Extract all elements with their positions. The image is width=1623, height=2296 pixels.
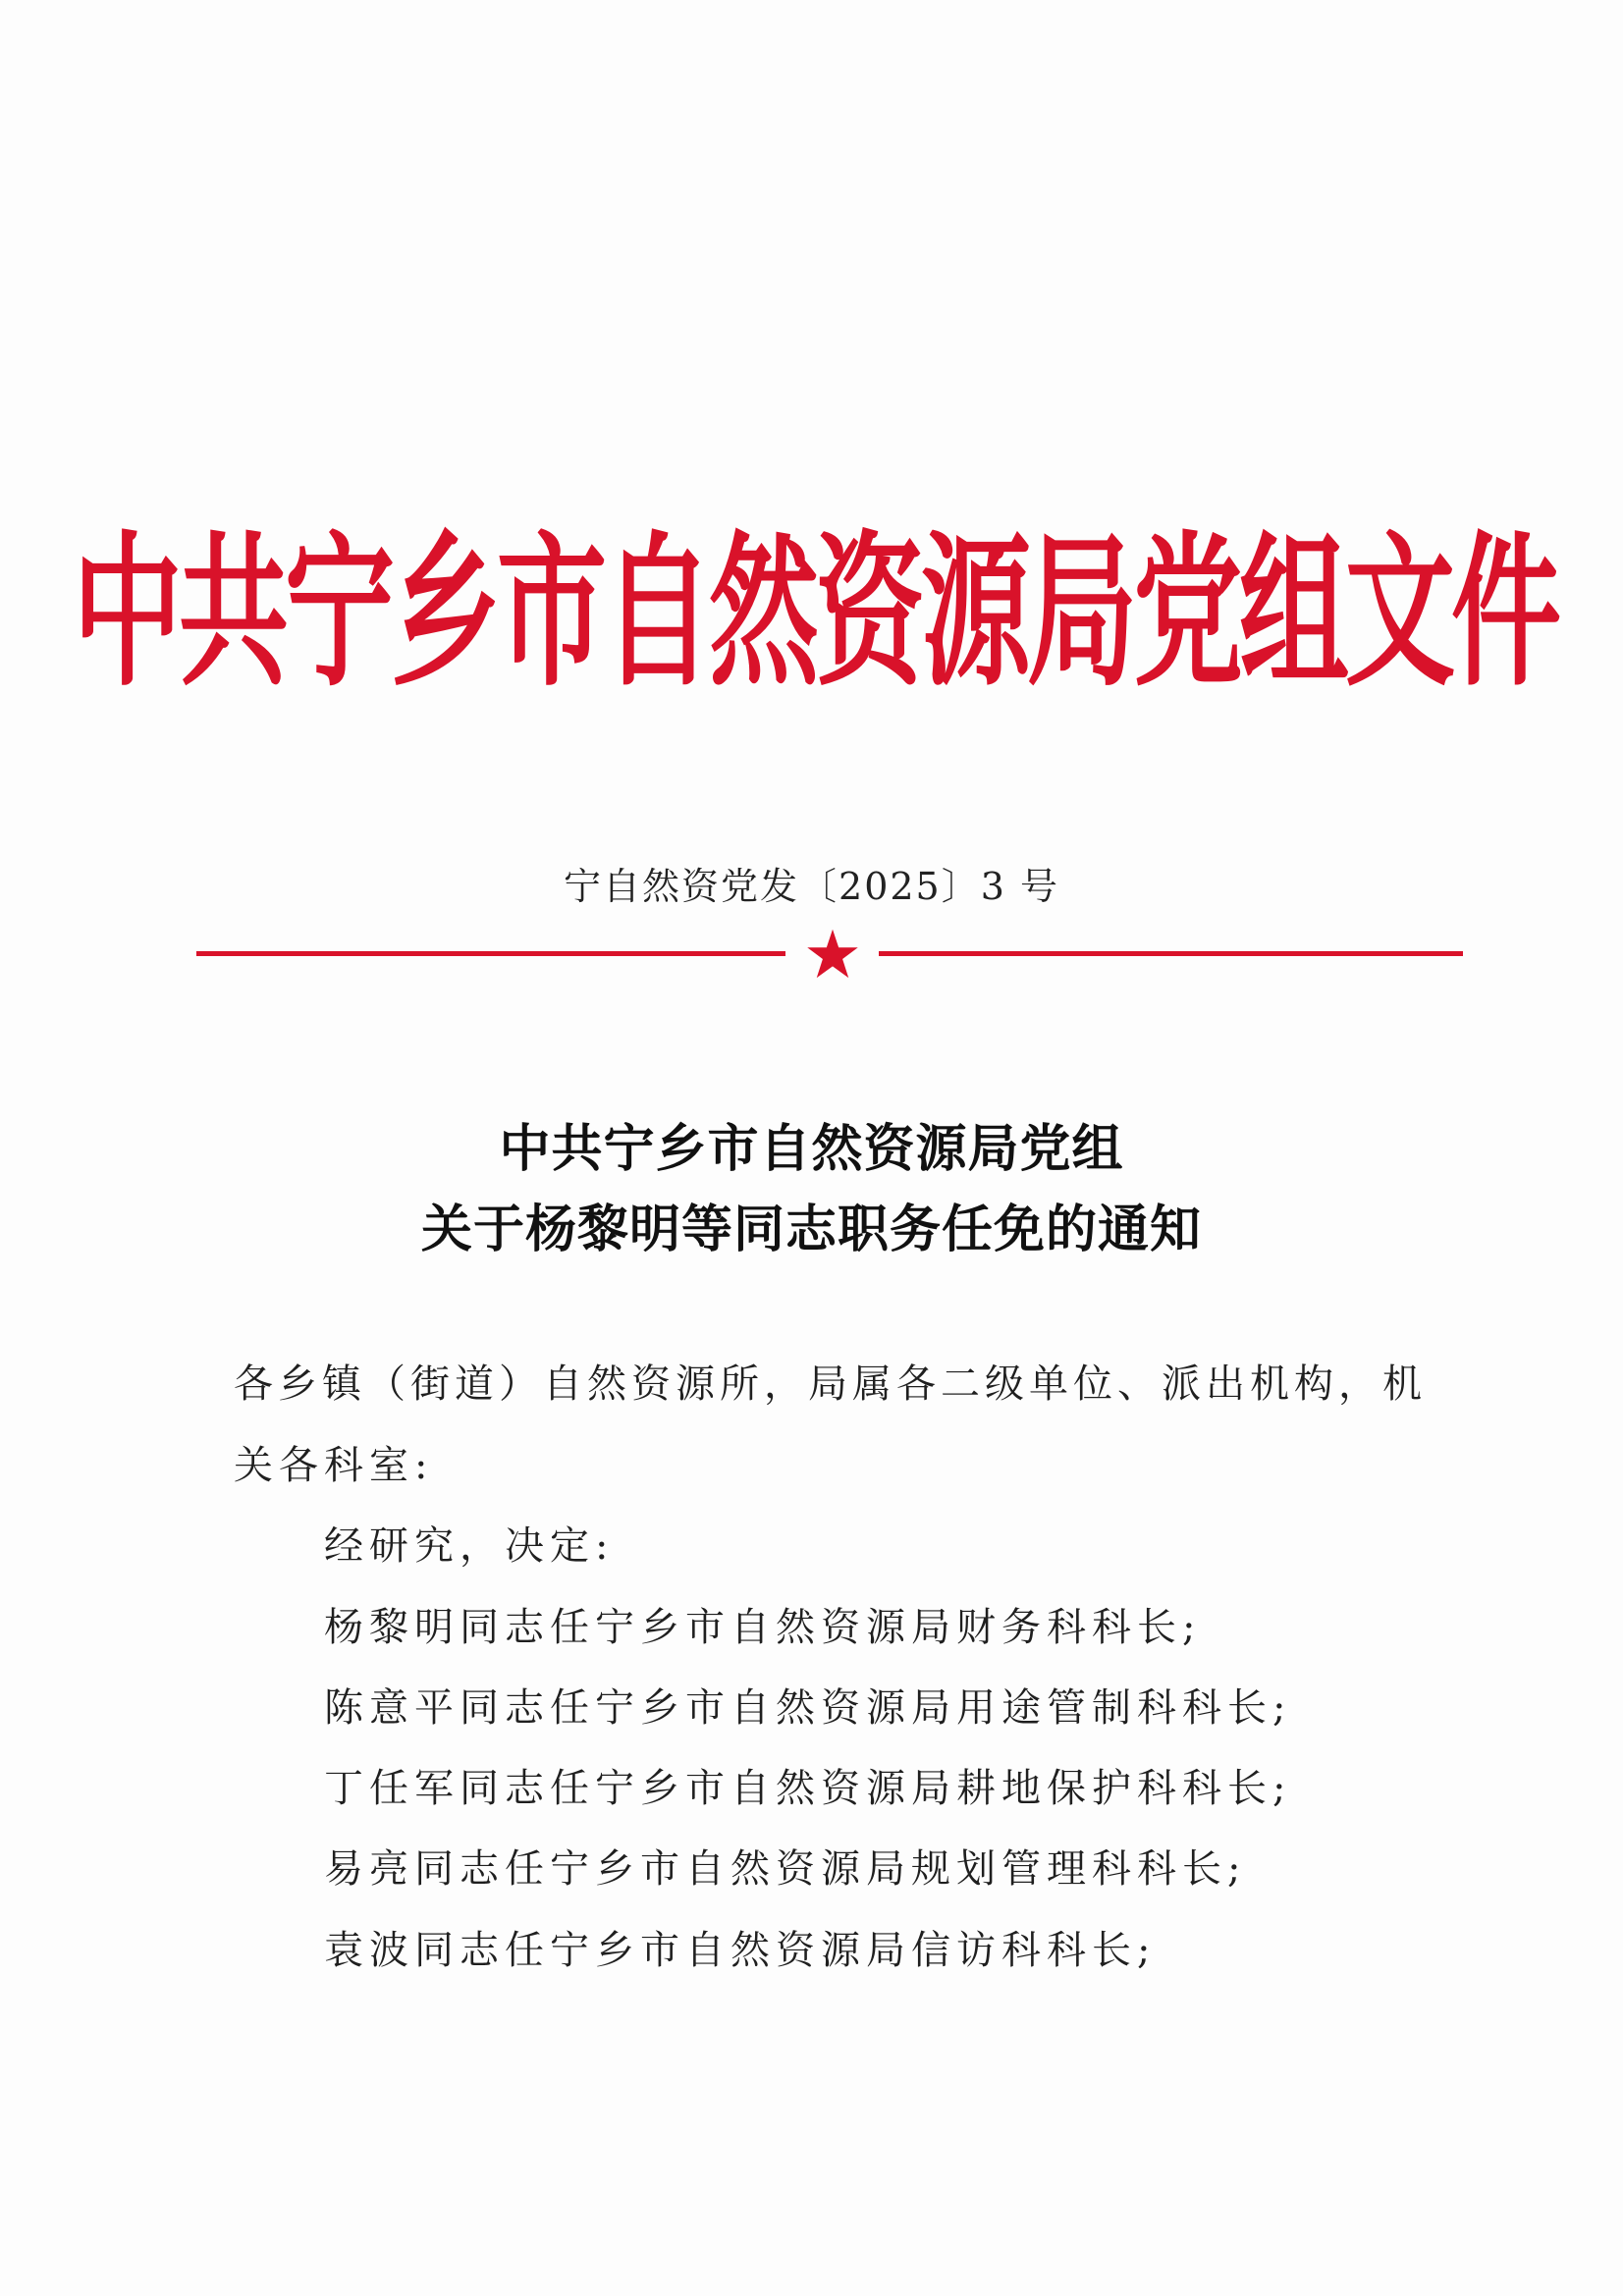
red-rule-right bbox=[879, 951, 1463, 956]
red-star-icon bbox=[805, 927, 860, 982]
appointment-item: 易亮同志任宁乡市自然资源局规划管理科科长; bbox=[324, 1846, 1247, 1892]
appointment-item: 袁波同志任宁乡市自然资源局信访科科长; bbox=[324, 1928, 1157, 1973]
notice-title-line-1: 中共宁乡市自然资源局党组 bbox=[499, 1119, 1124, 1179]
appointment-item: 杨黎明同志任宁乡市自然资源局财务科科长; bbox=[324, 1605, 1202, 1650]
body-paragraph: 经研究，决定: bbox=[324, 1523, 615, 1569]
notice-title-line-2: 关于杨黎明等同志职务任免的通知 bbox=[420, 1200, 1202, 1259]
masthead-title: 中共宁乡市自然资源局党组文件 bbox=[73, 516, 1557, 709]
recipients-line-1: 各乡镇（街道）自然资源所，局属各二级单位、派出机构，机 bbox=[234, 1362, 1427, 1407]
document-number: 宁自然资党发〔2025〕3 号 bbox=[564, 865, 1059, 908]
appointment-item: 陈意平同志任宁乡市自然资源局用途管制科科长; bbox=[324, 1685, 1292, 1731]
appointment-item: 丁任军同志任宁乡市自然资源局耕地保护科科长; bbox=[324, 1766, 1292, 1811]
recipients-line-2: 关各科室: bbox=[234, 1443, 434, 1488]
red-rule-left bbox=[196, 951, 785, 956]
